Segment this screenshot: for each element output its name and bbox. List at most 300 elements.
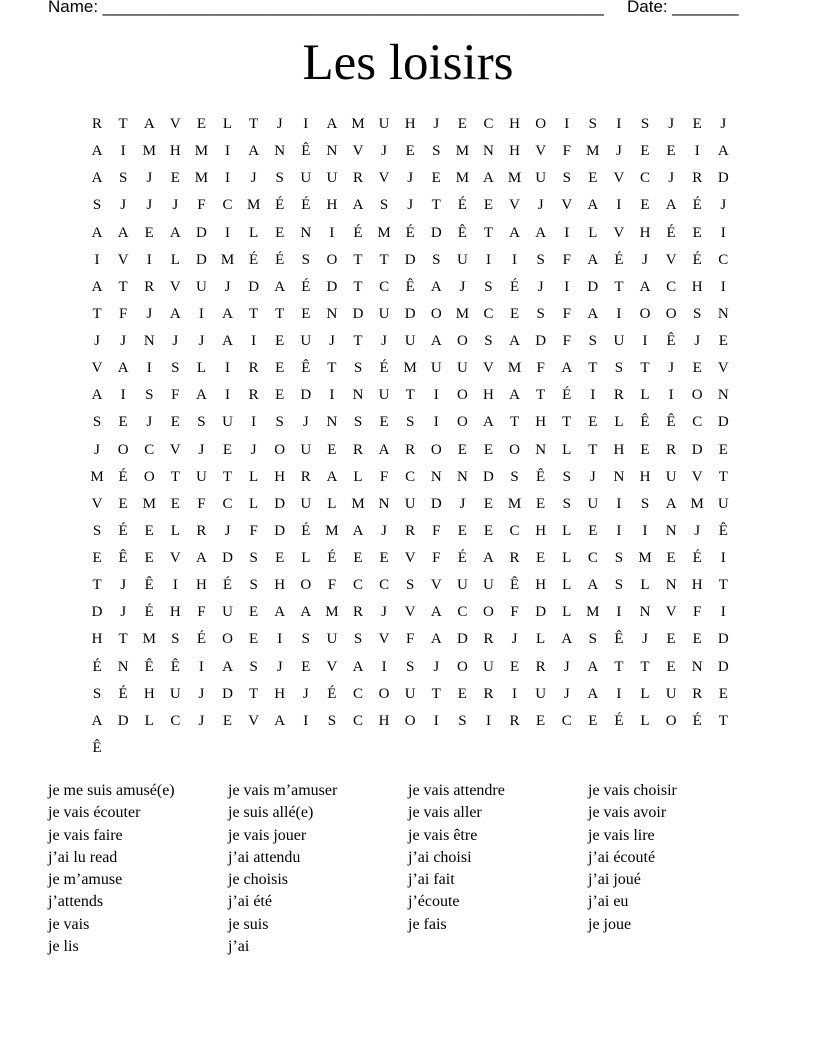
grid-letter: E [666,143,676,160]
grid-letter: I [720,224,726,241]
grid-letter: S [693,305,702,322]
grid-letter: S [171,360,180,377]
grid-letter: M [325,604,339,621]
grid-letter: A [587,685,599,702]
word-list-item: j’ai attendu [228,848,301,866]
grid-letter: I [329,224,335,241]
grid-letter: A [561,631,573,648]
grid-letter: F [379,468,389,485]
grid-letter: U [196,468,207,485]
grid-letter: T [718,712,728,729]
grid-letter: H [535,522,547,539]
grid-letter: É [118,685,128,702]
grid-letter: É [666,224,676,241]
grid-letter: V [169,278,181,295]
grid-letter: I [172,577,178,594]
grid-letter: T [353,333,363,350]
grid-letter: H [691,278,703,295]
grid-letter: T [536,387,546,404]
grid-letter: J [146,414,153,431]
grid-letter: A [587,658,599,675]
grid-letter: S [614,360,624,377]
word-list-item: je suis [228,915,269,933]
grid-letter: F [118,305,128,322]
grid-letter: S [406,577,415,594]
grid-letter: F [562,251,571,268]
grid-letter: É [562,387,572,404]
grid-letter: S [275,170,284,187]
grid-letter: S [92,685,102,702]
grid-letter: A [430,333,442,350]
grid-letter: T [249,116,259,133]
grid-letter: T [118,116,128,133]
grid-letter: I [694,143,700,160]
grid-letter: J [720,116,727,133]
grid-letter: I [616,685,622,702]
grid-letter: I [381,658,387,675]
grid-letter: I [94,251,100,268]
grid-letter: V [91,495,103,512]
grid-letter: L [249,468,259,485]
grid-letter: N [274,143,286,160]
grid-letter: C [170,712,181,729]
grid-letter: R [352,441,363,458]
grid-letter: E [718,441,728,458]
grid-letter: J [381,604,387,621]
grid-letter: L [144,712,154,729]
grid-letter: I [225,360,231,377]
grid-letter: J [198,712,205,729]
grid-letter: J [668,116,675,133]
grid-letter: E [301,658,311,675]
word-list-item: j’ai [228,938,250,956]
grid-letter: N [326,414,338,431]
grid-letter: M [90,468,104,485]
grid-letter: T [431,197,441,214]
grid-letter: E [666,550,676,567]
grid-letter: E [170,414,180,431]
grid-letter: R [352,170,363,187]
grid-letter: F [432,550,441,567]
grid-letter: J [433,658,440,675]
grid-letter: O [326,251,338,268]
date-field: Date: _______ [627,0,739,16]
grid-letter: É [614,712,624,729]
grid-letter: U [378,116,390,133]
grid-letter: U [456,251,468,268]
grid-letter: S [432,143,441,160]
grid-letter: N [378,495,390,512]
grid-letter: J [511,631,518,648]
grid-letter: E [222,441,233,458]
grid-letter: R [692,685,703,702]
grid-letter: E [483,441,494,458]
grid-letter: E [457,685,467,702]
grid-letter: A [509,224,520,241]
grid-letter: J [198,685,205,702]
word-search-grid [84,111,736,762]
grid-letter: J [198,441,205,458]
grid-letter: M [194,170,209,187]
grid-letter: T [275,305,285,322]
grid-letter: C [587,550,598,567]
grid-letter: J [94,333,100,350]
grid-letter: E [588,712,598,729]
grid-letter: L [327,495,337,512]
grid-letter: E [144,550,154,567]
grid-letter: E [483,197,494,214]
grid-letter: R [666,441,677,458]
grid-letter: S [327,712,337,729]
grid-letter: M [142,495,156,512]
grid-letter: É [327,550,337,567]
grid-letter: R [248,360,259,377]
grid-letter: S [406,658,415,675]
grid-letter: A [169,305,181,322]
grid-letter: U [404,333,416,350]
grid-letter: J [433,116,440,133]
grid-letter: Ê [92,739,102,756]
grid-letter: A [222,658,233,675]
grid-letter: F [562,333,571,350]
grid-letter: T [249,685,259,702]
grid-letter: L [170,522,180,539]
grid-letter: T [353,278,363,295]
grid-letter: E [170,170,180,187]
grid-letter: L [249,495,259,512]
grid-letter: E [692,116,702,133]
grid-letter: I [720,278,726,295]
grid-letter: N [300,224,312,241]
grid-letter: L [562,522,572,539]
grid-letter: S [484,333,493,350]
grid-letter: I [616,604,622,621]
grid-letter: F [562,305,571,322]
grid-letter: É [509,278,520,295]
grid-letter: É [118,468,128,485]
grid-letter: É [692,251,702,268]
grid-letter: É [92,658,102,675]
grid-letter: Ê [457,224,467,241]
grid-letter: R [196,522,207,539]
grid-letter: D [430,224,442,241]
grid-letter: O [456,658,468,675]
grid-letter: É [144,604,154,621]
grid-letter: C [483,305,494,322]
grid-letter: F [171,387,180,404]
grid-letter: J [381,143,387,160]
grid-letter: E [249,631,259,648]
grid-letter: S [588,631,597,648]
grid-letter: A [483,550,494,567]
grid-letter: H [143,685,155,702]
word-list-item: je vais faire [48,826,123,844]
grid-letter: J [668,360,675,377]
grid-letter: I [225,143,231,160]
grid-letter: S [275,414,284,431]
grid-letter: I [303,712,309,729]
grid-letter: M [507,360,522,377]
grid-letter: U [326,170,338,187]
grid-letter: D [717,414,729,431]
grid-letter: S [118,170,128,187]
word-list-item: je vais lire [588,826,655,844]
grid-letter: U [169,685,181,702]
grid-letter: É [275,251,285,268]
grid-letter: S [353,360,363,377]
grid-letter: A [248,143,260,160]
grid-letter: S [510,468,519,485]
grid-letter: M [507,495,522,512]
grid-letter: M [586,604,600,621]
grid-letter: S [588,116,597,133]
grid-letter: O [456,333,468,350]
grid-letter: D [717,631,729,648]
grid-letter: V [535,143,547,160]
header [0,0,816,21]
grid-letter: D [248,278,260,295]
grid-letter: I [590,387,596,404]
grid-letter: V [248,712,260,729]
grid-letter: A [378,441,390,458]
grid-letter: D [717,170,729,187]
grid-letter: U [300,495,312,512]
grid-letter: F [562,143,571,160]
grid-letter: I [198,305,204,322]
grid-letter: É [301,278,311,295]
grid-letter: A [430,278,442,295]
grid-letter: D [352,305,364,322]
grid-letter: É [379,360,389,377]
grid-letter: V [561,197,573,214]
grid-letter: É [118,522,128,539]
grid-letter: I [564,278,570,295]
grid-letter: D [117,712,129,729]
grid-letter: V [91,360,103,377]
grid-letter: F [197,604,206,621]
grid-letter: V [404,550,416,567]
grid-letter: L [588,224,598,241]
grid-letter: J [537,197,544,214]
grid-letter: J [302,685,309,702]
word-list-item: j’ai joué [588,871,641,889]
grid-letter: I [120,387,126,404]
grid-letter: E [170,495,180,512]
grid-letter: E [718,333,728,350]
grid-letter: J [407,197,414,214]
grid-letter: J [120,333,127,350]
grid-letter: O [404,712,416,729]
grid-letter: F [693,604,702,621]
grid-letter: A [300,604,312,621]
grid-letter: J [94,441,100,458]
grid-letter: I [433,414,439,431]
grid-letter: D [404,305,416,322]
grid-letter: H [91,631,103,648]
grid-letter: Ê [301,143,311,160]
grid-letter: E [640,143,650,160]
grid-letter: J [720,197,727,214]
grid-letter: D [535,333,547,350]
grid-letter: É [275,197,285,214]
grid-letter: I [642,333,648,350]
grid-letter: I [146,251,152,268]
grid-letter: H [378,712,390,729]
grid-letter: L [562,604,572,621]
grid-letter: S [536,305,545,322]
grid-letter: E [536,712,546,729]
grid-letter: L [640,577,650,594]
grid-letter: T [509,414,520,431]
grid-letter: D [222,685,233,702]
word-list-item: j’ai choisi [408,848,472,866]
grid-letter: I [329,387,335,404]
grid-letter: A [274,604,286,621]
grid-letter: E [536,495,546,512]
grid-letter: A [665,197,677,214]
grid-letter: E [457,441,467,458]
grid-letter: T [379,251,389,268]
grid-letter: N [430,468,442,485]
grid-letter: J [146,170,153,187]
grid-letter: I [198,658,204,675]
grid-letter: J [120,577,127,594]
grid-letter: U [378,387,390,404]
grid-letter: S [562,170,571,187]
word-list [48,780,768,958]
grid-letter: O [430,441,442,458]
grid-letter: C [666,278,677,295]
grid-letter: M [142,631,156,648]
grid-letter: R [692,170,703,187]
grid-letter: D [483,468,494,485]
grid-letter: J [276,116,283,133]
grid-letter: R [483,631,494,648]
grid-letter: N [483,143,494,160]
grid-letter: H [691,577,703,594]
grid-letter: É [353,224,363,241]
grid-letter: V [613,224,625,241]
grid-letter: I [616,495,622,512]
grid-letter: I [512,685,518,702]
grid-letter: E [275,360,285,377]
grid-letter: J [172,197,179,214]
grid-letter: C [379,278,390,295]
grid-letter: Ê [170,658,180,675]
grid-letter: E [431,170,441,187]
grid-letter: S [249,658,258,675]
grid-letter: Ê [509,577,520,594]
grid-letter: É [692,712,702,729]
grid-letter: I [225,387,231,404]
grid-letter: Ê [144,577,154,594]
grid-letter: C [692,414,703,431]
grid-letter: Ê [666,333,676,350]
grid-letter: O [117,441,129,458]
grid-letter: E [353,550,363,567]
grid-letter: A [430,631,442,648]
grid-letter: H [169,143,181,160]
grid-letter: U [456,360,468,377]
word-list-item: j’attends [48,893,104,911]
grid-letter: I [433,387,439,404]
grid-letter: C [222,495,233,512]
grid-letter: I [485,712,491,729]
grid-letter: V [430,577,442,594]
grid-letter: I [485,251,491,268]
grid-letter: C [222,197,233,214]
grid-letter: I [720,604,726,621]
grid-letter: É [327,685,337,702]
grid-letter: L [640,387,650,404]
grid-letter: N [665,522,677,539]
grid-letter: J [146,305,153,322]
grid-letter: E [509,305,520,322]
grid-letter: E [144,522,154,539]
grid-letter: J [328,333,335,350]
grid-letter: C [144,441,155,458]
grid-letter: U [613,333,625,350]
grid-letter: N [717,387,729,404]
grid-letter: U [717,495,729,512]
grid-letter: H [639,468,651,485]
grid-letter: T [483,224,494,241]
grid-letter: E [588,522,598,539]
grid-letter: D [91,604,103,621]
grid-letter: N [665,577,677,594]
grid-letter: T [588,360,598,377]
grid-letter: R [483,685,494,702]
grid-letter: N [456,468,468,485]
word-list-item: je vais jouer [228,826,307,844]
grid-letter: M [455,143,470,160]
grid-letter: L [640,712,650,729]
grid-letter: L [301,550,311,567]
grid-letter: T [562,414,572,431]
grid-letter: A [587,577,599,594]
grid-letter: C [483,116,494,133]
grid-letter: T [718,468,728,485]
grid-letter: E [379,414,389,431]
grid-letter: T [614,658,624,675]
grid-letter: R [509,550,520,567]
grid-letter: D [535,604,547,621]
grid-letter: Ê [666,414,676,431]
grid-letter: A [222,305,233,322]
grid-letter: J [407,170,414,187]
grid-letter: O [456,414,468,431]
grid-letter: S [379,197,389,214]
grid-letter: A [169,224,181,241]
grid-letter: H [404,116,416,133]
grid-letter: U [456,577,468,594]
grid-letter: J [250,170,257,187]
grid-letter: I [251,414,257,431]
grid-letter: D [274,522,286,539]
grid-letter: E [588,170,598,187]
grid-letter: S [536,251,545,268]
grid-letter: V [483,360,494,377]
grid-letter: H [169,604,181,621]
grid-letter: U [404,685,416,702]
grid-letter: H [639,224,651,241]
grid-letter: J [146,197,153,214]
grid-letter: I [616,116,622,133]
grid-letter: A [274,712,286,729]
grid-letter: V [691,468,703,485]
grid-letter: V [613,170,625,187]
grid-letter: A [274,278,286,295]
